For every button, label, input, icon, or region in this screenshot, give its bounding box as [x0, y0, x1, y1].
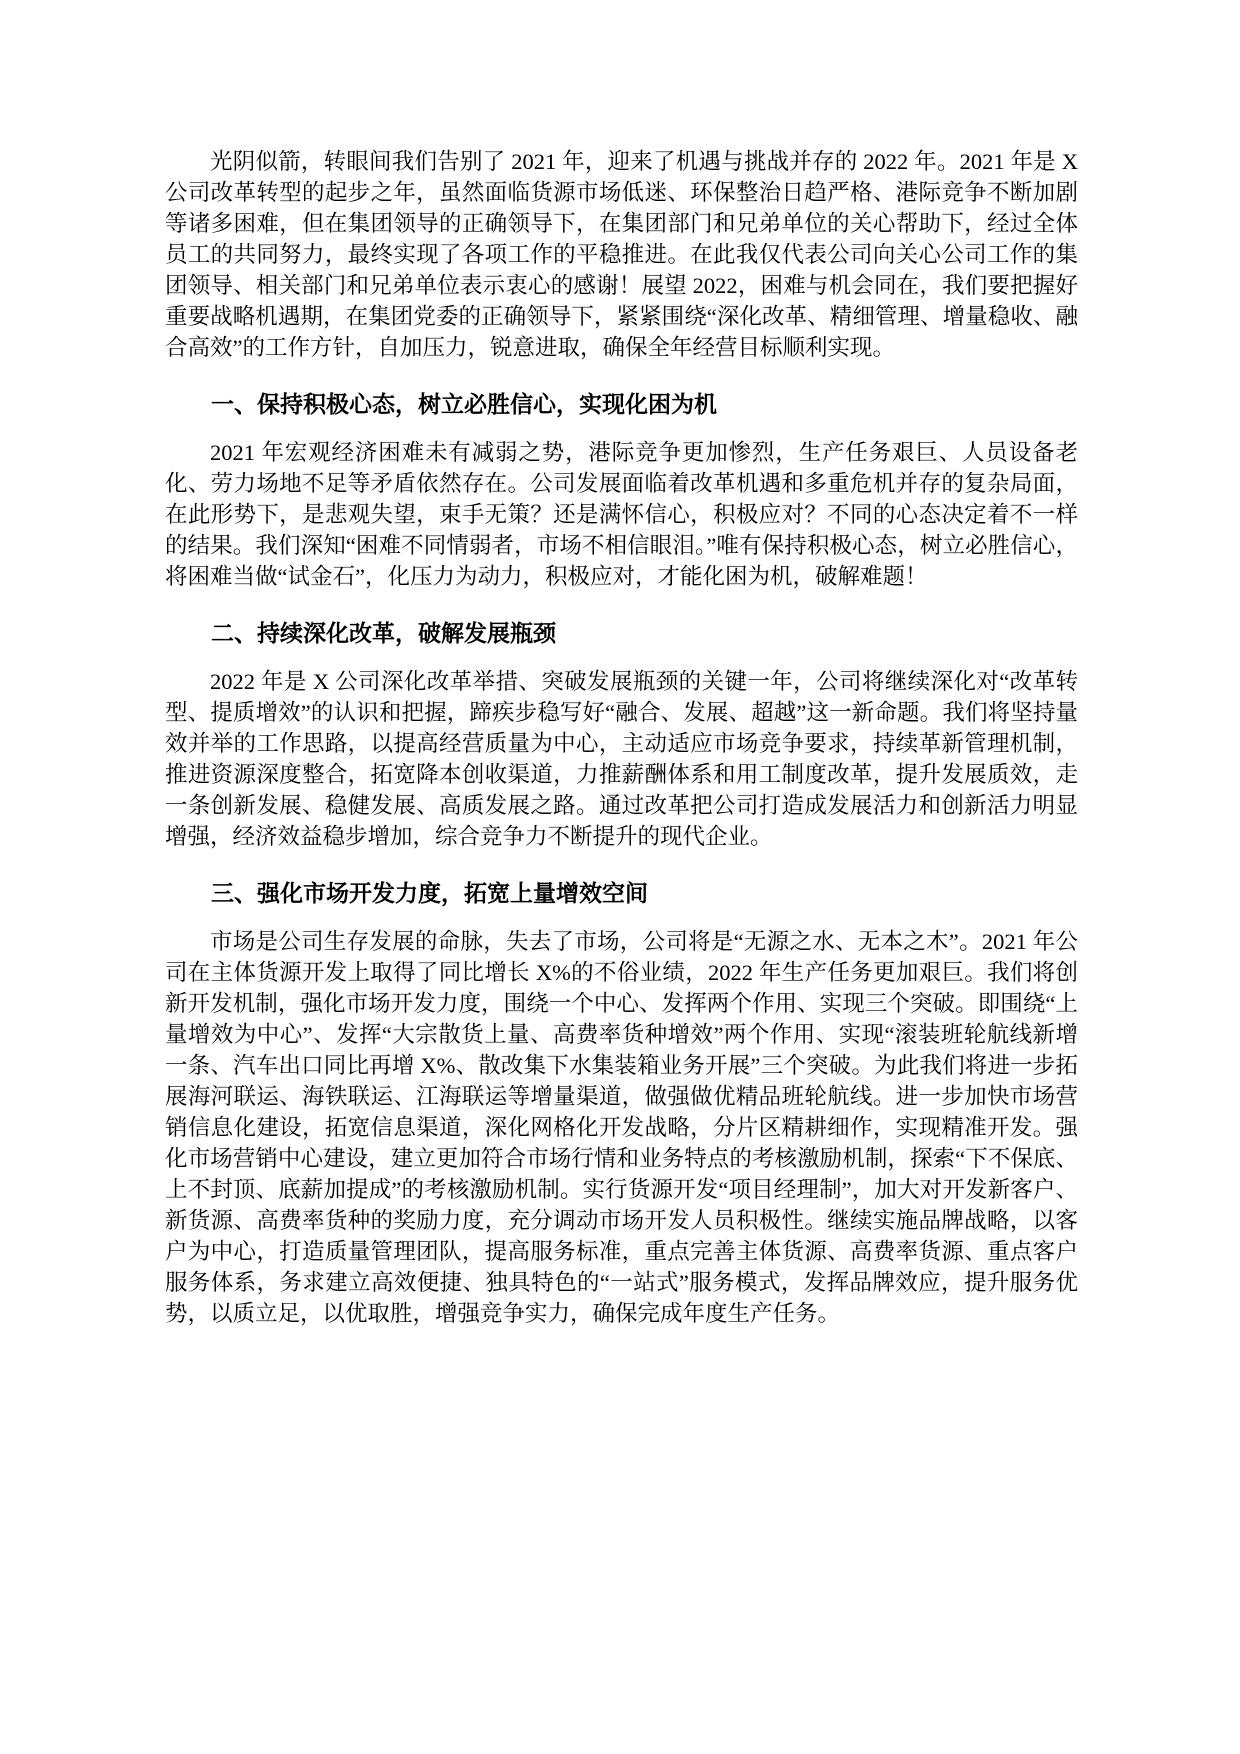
section-2-paragraph: 2022 年是 X 公司深化改革举措、突破发展瓶颈的关键一年，公司将继续深化对“改革转型、提质增效”的认识和把握，蹄疾步稳写好“融合、发展、超越”这一新命题。我们将坚持量效并举的工作思路，以提高经营质量为中心，主动适应市场竞争要求，持续革新管理机制，推进资源深度整合，拓宽降本创收渠道，力推薪酬体系和用工制度改革，提升发展质效，走一条创新发展、稳健发展、高质发展之路。通过改革把公司打造成发展活力和创新活力明显增强，经济效益稳步增加，综合竞争力不断提升的现代企业。	[165, 669, 1078, 849]
section-1-heading: 一、保持积极心态，树立必胜信心，实现化困为机	[211, 391, 717, 417]
section-1-paragraph: 2021 年宏观经济困难未有减弱之势，港际竞争更加惨烈，生产任务艰巨、人员设备老化、劳力场地不足等矛盾依然存在。公司发展面临着改革机遇和多重危机并存的复杂局面，在此形势下，是悲观失望，束手无策？还是满怀信心，积极应对？不同的心态决定着不一样的结果。我们深知“困难不同情弱者，市场不相信眼泪。”唯有保持积极心态，树立必胜信心，将困难当做“试金石”，化压力为动力，积极应对，才能化困为机，破解难题！	[165, 440, 1078, 589]
opening-paragraph: 光阴似箭，转眼间我们告别了 2021 年，迎来了机遇与挑战并存的 2022 年。2021 年是 X 公司改革转型的起步之年，虽然面临货源市场低迷、环保整治日趋严格、港际竞争不断加剧等诸多困难，但在集团领导的正确领导下，在集团部门和兄弟单位的关心帮助下，经过全体员工的共同努力，最终实现了各项工作的平稳推进。在此我仅代表公司向关心公司工作的集团领导、相关部门和兄弟单位表示衷心的感谢！展望 2022，困难与机会同在，我们要把握好重要战略机遇期，在集团党委的正确领导下，紧紧围绕“深化改革、精细管理、增量稳收、融合高效”的工作方针，自加压力，锐意进取，确保全年经营目标顺利实现。	[165, 149, 1078, 360]
section-3-paragraph: 市场是公司生存发展的命脉，失去了市场，公司将是“无源之水、无本之木”。2021 年公司在主体货源开发上取得了同比增长 X%的不俗业绩，2022 年生产任务更加艰巨。我们将创新开发机制，强化市场开发力度，围绕一个中心、发挥两个作用、实现三个突破。即围绕“上量增效为中心”、发挥“大宗散货上量、高费率货种增效”两个作用、实现“滚装班轮航线新增一条、汽车出口同比再增 X%、散改集下水集装箱业务开展”三个突破。为此我们将进一步拓展海河联运、海铁联运、江海联运等增量渠道，做强做优精品班轮航线。进一步加快市场营销信息化建设，拓宽信息渠道，深化网格化开发战略，分片区精耕细作，实现精准开发。强化市场营销中心建设，建立更加符合市场行情和业务特点的考核激励机制，探索“下不保底、上不封顶、底薪加提成”的考核激励机制。实行货源开发“项目经理制”，加大对开发新客户、新货源、高费率货种的奖励力度，充分调动市场开发人员积极性。继续实施品牌战略，以客户为中心，打造质量管理团队，提高服务标准，重点完善主体货源、高费率货源、重点客户服务体系，务求建立高效便捷、独具特色的“一站式”服务模式，发挥品牌效应，提升服务优势，以质立足，以优取胜，增强竞争实力，确保完成年度生产任务。	[165, 929, 1078, 1326]
section-2-heading: 二、持续深化改革，破解发展瓶颈	[211, 620, 556, 646]
section-3-heading: 三、强化市场开发力度，拓宽上量增效空间	[211, 880, 648, 906]
